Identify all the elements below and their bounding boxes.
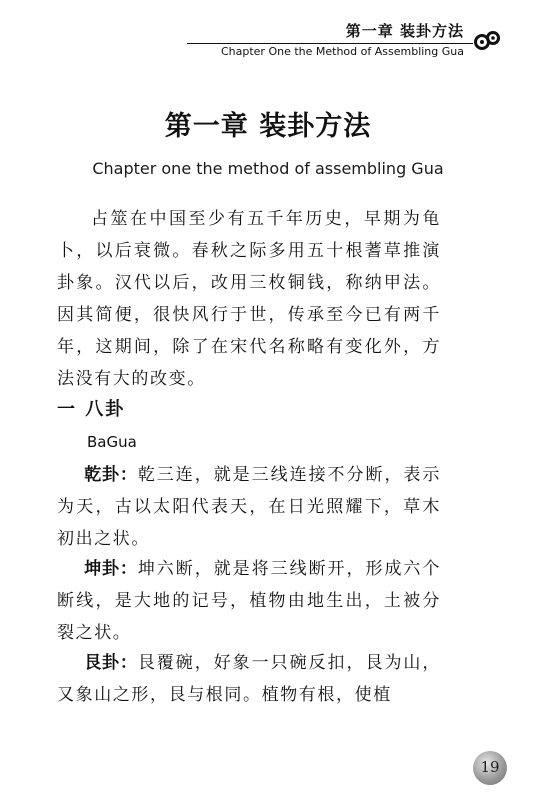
trigram-entry-kun — [57, 553, 441, 649]
trigram-description: 乾三连，就是三线连接不分断，表示为天，古以太阳代表天，在日光照耀下，草木初出之状。 — [57, 465, 441, 549]
header-rule — [187, 43, 473, 44]
page-number-badge — [473, 751, 507, 785]
intro-paragraph: 占筮在中国至少有五千年历史，早期为龟卜，以后衰微。春秋之际多用五十根蓍草推演卦象。汉代以后，改用三枚铜钱，称纳甲法。因其简便，很快风行于世，传承至今已有两千年，这期间，除了在宋代名称略有变化外，方法没有大的改变。 — [57, 209, 441, 389]
trigram-term: 艮卦： — [84, 653, 138, 673]
trigram-entry-gen — [57, 647, 441, 711]
running-header-english: Chapter One the Method of Assembling Gua — [220, 45, 464, 58]
trigram-entry-qian — [57, 459, 441, 555]
page-number: 19 — [480, 758, 500, 776]
trigram-description: 艮覆碗，好象一只碗反扣，艮为山，又象山之形，艮与根同。植物有根，使植 — [57, 653, 441, 705]
chapter-title: 第一章 装卦方法 — [164, 111, 372, 142]
swirl-ornament-icon — [473, 28, 501, 56]
trigram-description: 坤六断，就是将三线断开，形成六个断线，是大地的记号，植物由地生出，土被分裂之状。 — [57, 559, 441, 643]
running-header-chapter: 第一章 装卦方法 — [345, 22, 464, 40]
chapter-subtitle: Chapter one the method of assembling Gua — [92, 159, 444, 178]
section-heading: 一 八卦 — [57, 399, 126, 420]
trigram-term: 乾卦： — [84, 465, 138, 485]
section-heading-english: BaGua — [87, 433, 137, 451]
trigram-term: 坤卦： — [84, 559, 138, 579]
